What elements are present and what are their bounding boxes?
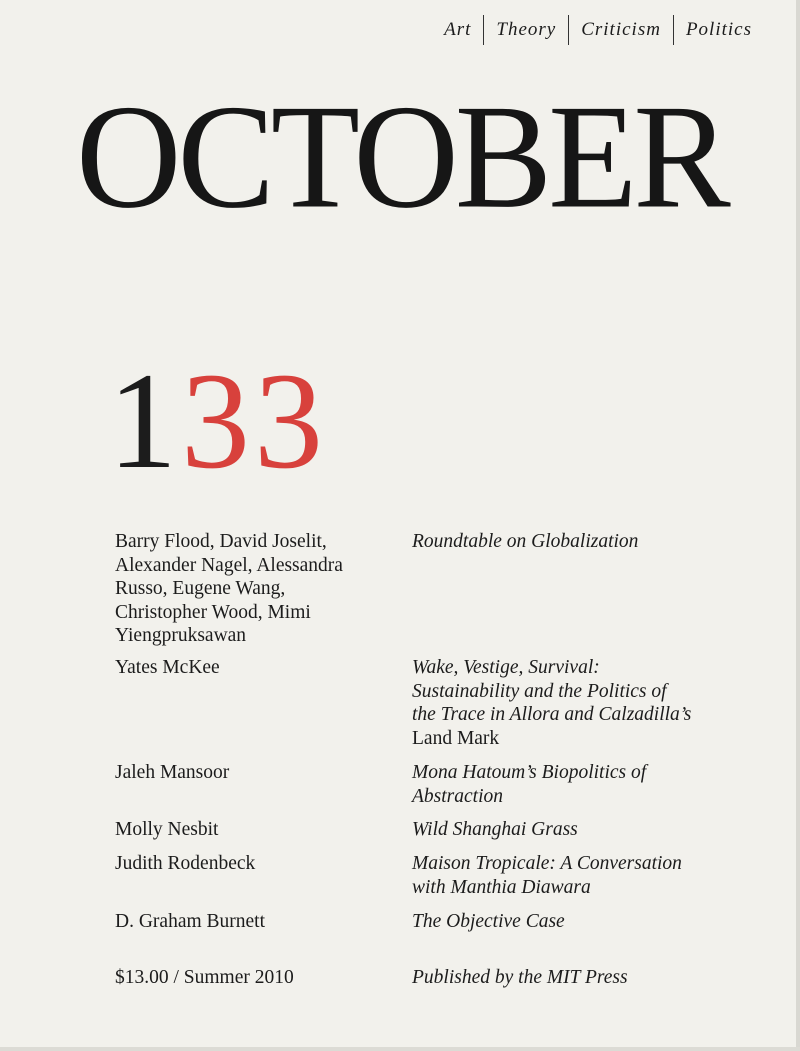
author-line: Yates McKee — [115, 657, 220, 678]
entry-author — [115, 530, 395, 648]
price-and-season: $13.00 / Summer 2010 — [115, 967, 294, 988]
entry-title — [412, 656, 742, 750]
page-edge — [796, 0, 800, 1051]
entry-title — [412, 818, 742, 842]
entry-author — [115, 910, 395, 934]
title-line: The Objective Case — [412, 911, 565, 932]
entry-title — [412, 530, 742, 554]
author-line: Christopher Wood, Mimi — [115, 601, 311, 623]
title-line: Mona Hatoum’s Biopolitics of — [412, 762, 647, 783]
title-line: Abstraction — [412, 785, 503, 807]
entry-author — [115, 761, 395, 785]
author-line: Alexander Nagel, Alessandra — [115, 554, 343, 576]
author-line: Yiengpruksawan — [115, 625, 247, 646]
title-line: Wake, Vestige, Survival: — [412, 657, 600, 678]
entry-author — [115, 852, 395, 876]
entry-author — [115, 818, 395, 842]
issue-number-digits-red: 33 — [181, 344, 327, 497]
title-line: Wild Shanghai Grass — [412, 819, 578, 840]
masthead-title: OCTOBER — [76, 73, 727, 240]
entry-author — [115, 656, 395, 680]
subject-criticism: Criticism — [581, 19, 661, 40]
title-line: with Manthia Diawara — [412, 876, 591, 898]
title-line: Sustainability and the Politics of — [412, 680, 667, 702]
publisher-credit: Published by the MIT Press — [412, 967, 628, 988]
title-line: the Trace in Allora and Calzadilla’s — [412, 704, 692, 725]
title-line: Maison Tropicale: A Conversation — [412, 853, 682, 874]
author-line: Russo, Eugene Wang, — [115, 578, 286, 599]
issue-number — [108, 344, 327, 497]
subject-art: Art — [444, 19, 472, 40]
subject-politics: Politics — [685, 19, 752, 40]
subject-theory: Theory — [496, 19, 557, 40]
author-line: Jaleh Mansoor — [115, 762, 230, 783]
title-line-upright: Land Mark — [412, 727, 500, 749]
entry-title — [412, 910, 742, 934]
author-line: Judith Rodenbeck — [115, 853, 256, 874]
issue-number-digit-black: 1 — [108, 344, 181, 497]
entry-title — [412, 761, 742, 808]
author-line: Molly Nesbit — [115, 819, 219, 840]
subject-tagline — [444, 14, 752, 46]
author-line: Barry Flood, David Joselit, — [115, 531, 327, 552]
entry-title — [412, 852, 742, 899]
title-line: Roundtable on Globalization — [412, 531, 639, 552]
author-line: D. Graham Burnett — [115, 911, 266, 932]
page-edge-bottom — [0, 1047, 800, 1051]
